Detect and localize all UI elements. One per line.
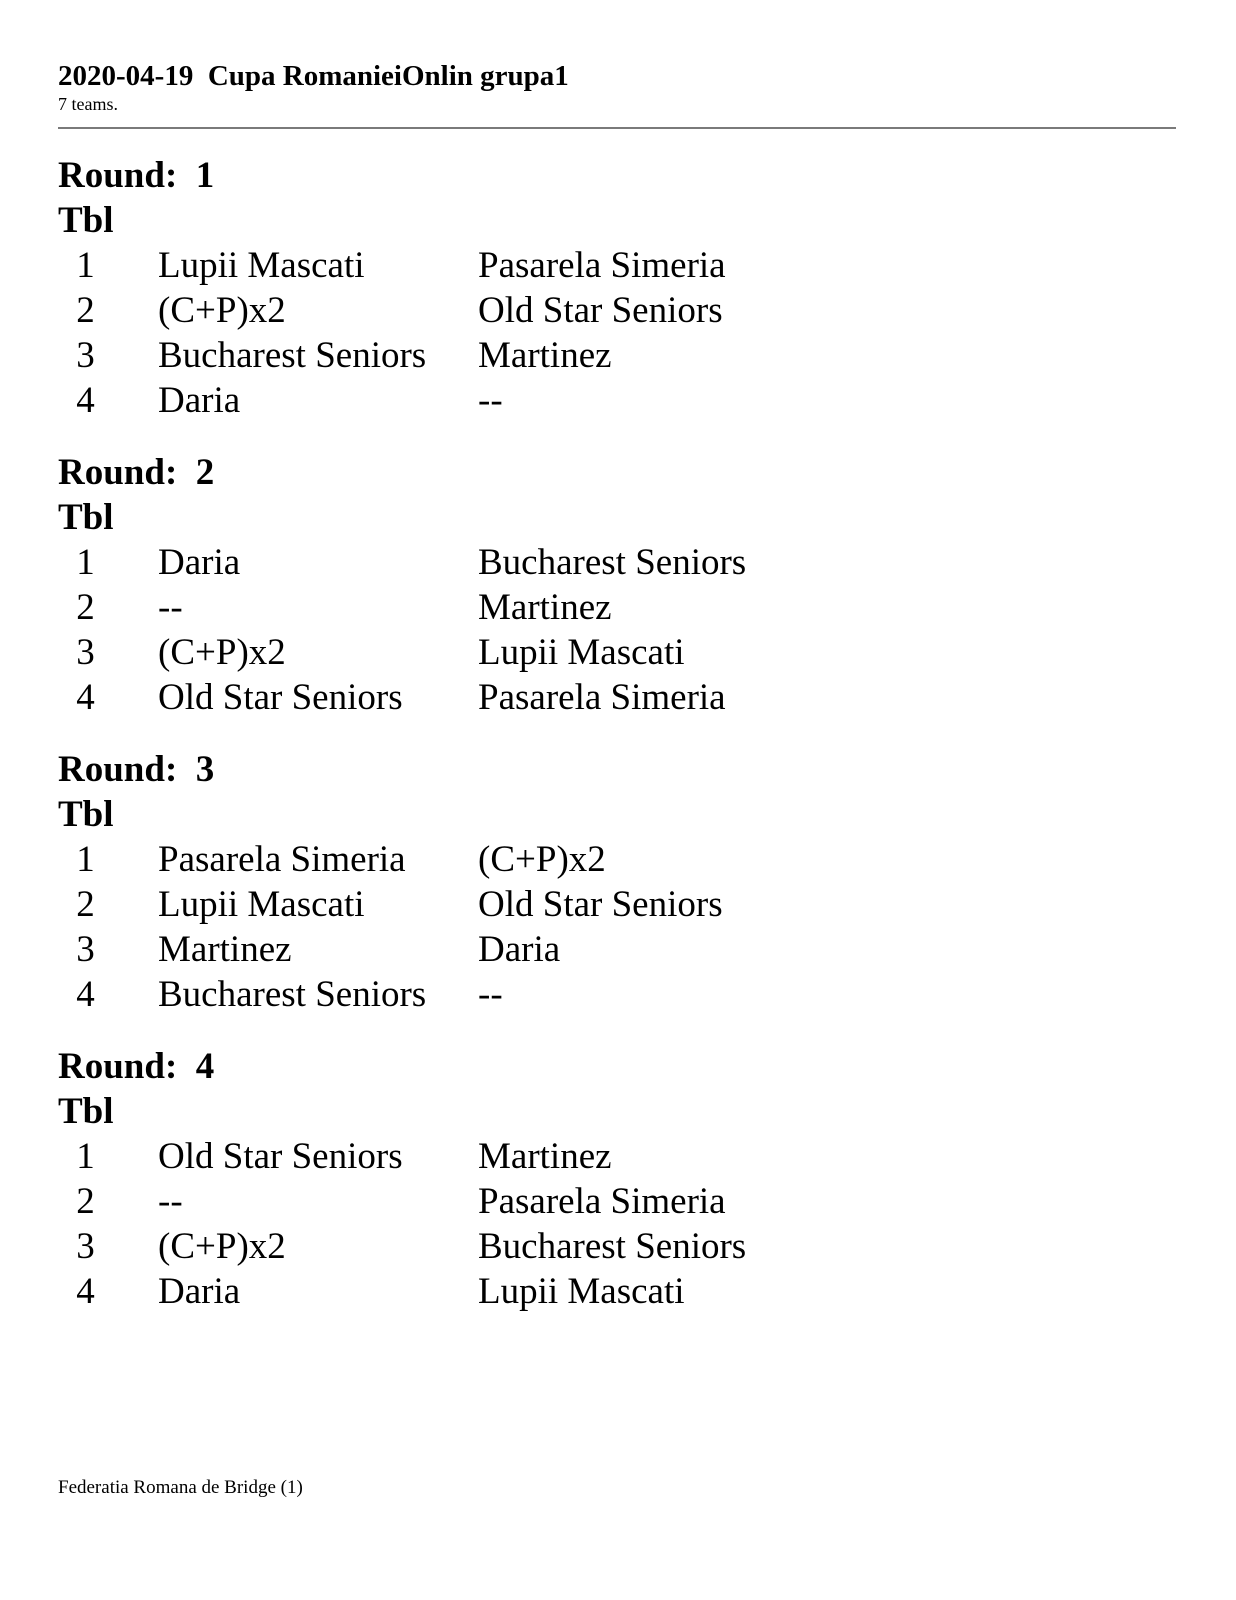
match-row [58,333,1176,378]
team-count: 7 teams. [58,94,118,114]
away-team: Martinez [478,335,612,376]
home-team: Old Star Seniors [158,1136,403,1177]
match-row [58,882,1176,927]
match-row [58,540,1176,585]
header-divider [58,127,1176,129]
match-row [58,837,1176,882]
match-row [58,1134,1176,1179]
away-team: Pasarela Simeria [478,1181,726,1222]
round-heading: Round: 4 [58,1046,215,1087]
away-team: Daria [478,929,561,970]
away-team: Bucharest Seniors [478,542,747,583]
match-row [58,1224,1176,1269]
table-number: 2 [76,1181,95,1222]
table-number: 1 [76,1136,95,1177]
away-team: Pasarela Simeria [478,245,726,286]
table-number: 3 [76,929,95,970]
table-column-heading: Tbl [58,200,114,241]
match-row [58,243,1176,288]
home-team: Pasarela Simeria [158,839,406,880]
match-row [58,1269,1176,1314]
match-row [58,378,1176,423]
home-team: Lupii Mascati [158,884,365,925]
away-team: Old Star Seniors [478,884,723,925]
away-team: Martinez [478,587,612,628]
home-team: (C+P)x2 [158,632,286,673]
table-number: 1 [76,542,95,583]
table-column-heading: Tbl [58,794,114,835]
match-row [58,927,1176,972]
home-team: Daria [158,1271,241,1312]
match-row [58,585,1176,630]
table-number: 3 [76,632,95,673]
away-team: Lupii Mascati [478,1271,685,1312]
round-section [58,153,1176,450]
home-team: Bucharest Seniors [158,974,427,1015]
table-number: 3 [76,335,95,376]
match-row [58,675,1176,720]
home-team: (C+P)x2 [158,1226,286,1267]
home-team: (C+P)x2 [158,290,286,331]
table-column-heading: Tbl [58,497,114,538]
document-title: 2020-04-19 Cupa RomanieiOnlin grupa1 [58,60,569,92]
page-footer: Federatia Romana de Bridge (1) [58,1477,303,1498]
home-team: Daria [158,542,241,583]
round-heading: Round: 1 [58,155,215,196]
table-number: 1 [76,839,95,880]
match-row [58,288,1176,333]
table-number: 2 [76,587,95,628]
away-team: Bucharest Seniors [478,1226,747,1267]
table-number: 4 [76,1271,95,1312]
round-heading: Round: 3 [58,749,215,790]
away-team: Pasarela Simeria [478,677,726,718]
table-number: 4 [76,380,95,421]
table-number: 3 [76,1226,95,1267]
home-team: Martinez [158,929,292,970]
home-team: Old Star Seniors [158,677,403,718]
away-team: Old Star Seniors [478,290,723,331]
home-team: -- [158,587,183,628]
table-number: 2 [76,884,95,925]
home-team: -- [158,1181,183,1222]
home-team: Daria [158,380,241,421]
match-row [58,630,1176,675]
away-team: (C+P)x2 [478,839,606,880]
document-header [58,58,1176,114]
table-number: 2 [76,290,95,331]
home-team: Bucharest Seniors [158,335,427,376]
round-section [58,1044,1176,1341]
away-team: -- [478,380,503,421]
table-number: 1 [76,245,95,286]
home-team: Lupii Mascati [158,245,365,286]
rounds-list [58,153,1176,1341]
table-number: 4 [76,677,95,718]
away-team: -- [478,974,503,1015]
table-column-heading: Tbl [58,1091,114,1132]
round-section [58,747,1176,1044]
away-team: Martinez [478,1136,612,1177]
table-number: 4 [76,974,95,1015]
round-section [58,450,1176,747]
match-row [58,972,1176,1017]
away-team: Lupii Mascati [478,632,685,673]
match-row [58,1179,1176,1224]
round-heading: Round: 2 [58,452,215,493]
